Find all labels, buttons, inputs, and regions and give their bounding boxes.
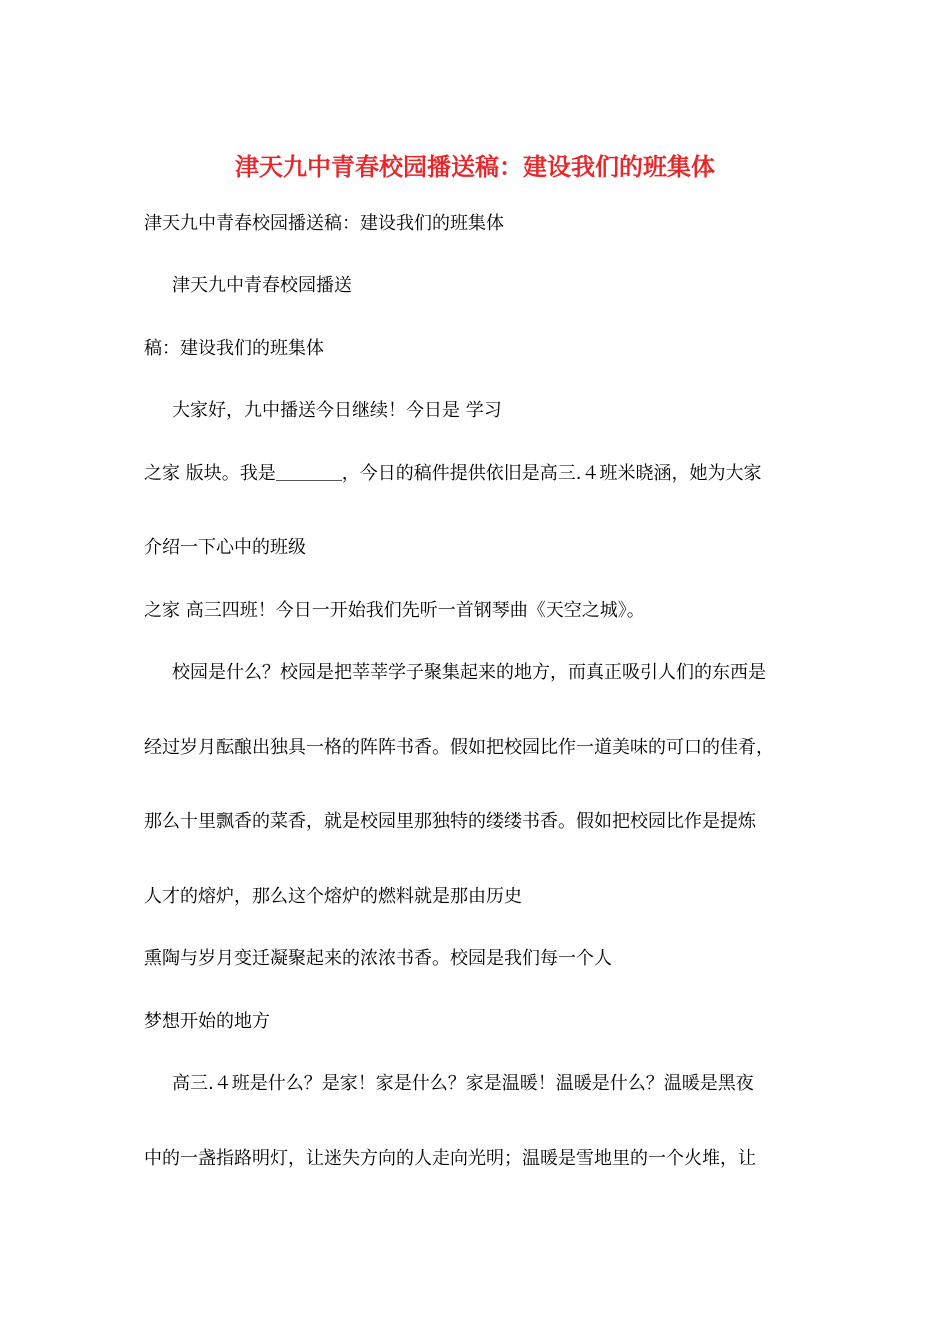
paragraph-line: 稿：建设我们的班集体 [144, 338, 324, 359]
fill-in-blank [276, 462, 342, 481]
paragraph-line: 之家 高三四班！今日一开始我们先听一首钢琴曲《天空之城》。 [144, 600, 645, 621]
paragraph-text: 之家 版块。我是 [144, 463, 276, 484]
paragraph-line: 大家好，九中播送今日继续！今日是 学习 [172, 400, 502, 421]
paragraph-line: 那么十里飘香的菜香，就是校园里那独特的缕缕书香。假如把校园比作是提炼 [144, 811, 756, 832]
subtitle-line: 津天九中青春校园播送稿：建设我们的班集体 [144, 213, 504, 234]
document-title: 津天九中青春校园播送稿：建设我们的班集体 [235, 152, 715, 181]
paragraph-line: 校园是什么？校园是把莘莘学子聚集起来的地方，而真正吸引人们的东西是 [172, 662, 766, 683]
paragraph-line: 介绍一下心中的班级 [144, 537, 306, 558]
paragraph-line-with-blank [144, 461, 761, 487]
paragraph-line: 梦想开始的地方 [144, 1011, 270, 1032]
paragraph-line: 熏陶与岁月变迁凝聚起来的浓浓书香。校园是我们每一个人 [144, 948, 612, 969]
paragraph-line: 津天九中青春校园播送 [172, 275, 352, 296]
paragraph-line: 中的一盏指路明灯，让迷失方向的人走向光明；温暖是雪地里的一个火堆，让 [144, 1148, 756, 1169]
paragraph-line: 人才的熔炉，那么这个熔炉的燃料就是那由历史 [144, 886, 522, 907]
paragraph-line: 经过岁月酝酿出独具一格的阵阵书香。假如把校园比作一道美味的可口的佳肴， [144, 737, 774, 758]
paragraph-text: ，今日的稿件提供依旧是高三.４班米晓涵，她为大家 [341, 463, 762, 484]
paragraph-line: 高三.４班是什么？是家！家是什么？家是温暖！温暖是什么？温暖是黑夜 [172, 1073, 754, 1094]
